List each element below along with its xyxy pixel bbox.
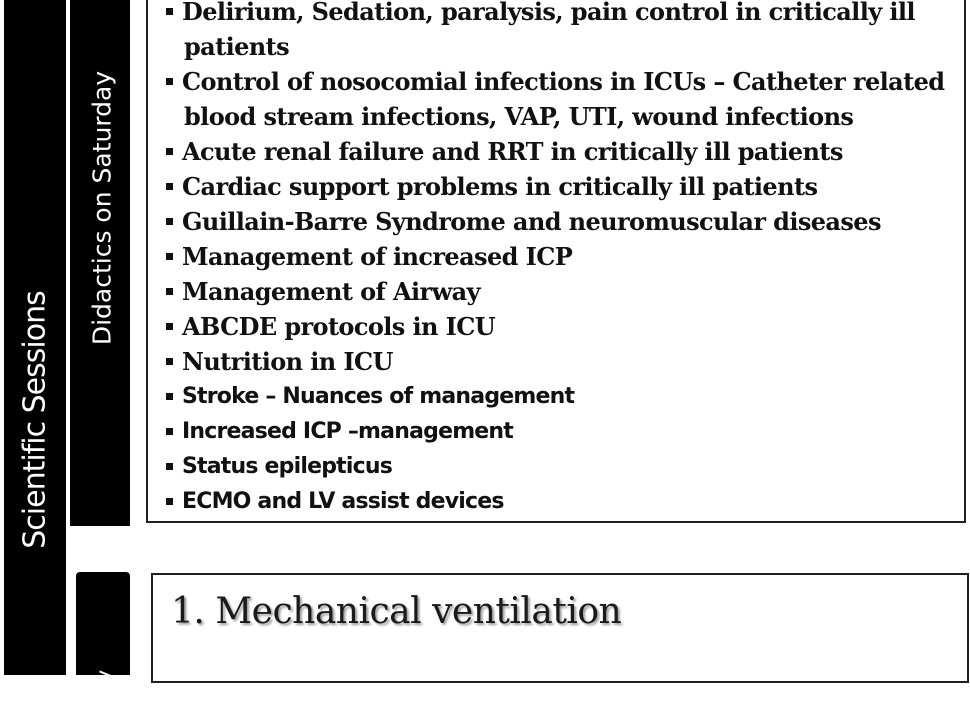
square-bullet-icon: [166, 498, 173, 505]
topic-text-continued: patients: [184, 32, 290, 61]
topic-number: 1.: [171, 591, 205, 632]
square-bullet-icon: [166, 358, 173, 365]
saturday-topics-box: [146, 0, 966, 523]
list-item: [164, 274, 956, 309]
square-bullet-icon: [166, 288, 173, 295]
topic-text: Management of increased ICP: [182, 242, 573, 271]
list-item: [164, 309, 956, 344]
next-day-tab-label: day: [92, 669, 118, 710]
list-item: [164, 344, 956, 379]
topic-text-continued: blood stream infections, VAP, UTI, wound infections: [184, 102, 854, 131]
topic-text: Control of nosocomial infections in ICUs – Catheter related: [182, 67, 945, 96]
topic-text: Acute renal failure and RRT in critically ill patients: [182, 137, 843, 166]
list-item: [164, 134, 956, 169]
square-bullet-icon: [166, 253, 173, 260]
square-bullet-icon: [166, 428, 173, 435]
topic-text: Stroke – Nuances of management: [182, 384, 575, 409]
topic-text: Cardiac support problems in critically ill patients: [182, 172, 818, 201]
topic-text: Guillain-Barre Syndrome and neuromuscular diseases: [182, 207, 881, 236]
topic-text: Management of Airway: [182, 277, 480, 306]
square-bullet-icon: [166, 148, 173, 155]
list-item: [164, 484, 956, 519]
topic-text: Nutrition in ICU: [182, 347, 393, 376]
list-item: [164, 414, 956, 449]
square-bullet-icon: [166, 323, 173, 330]
topic-text: Delirium, Sedation, paralysis, pain control in critically ill: [182, 0, 915, 26]
square-bullet-icon: [166, 8, 173, 15]
next-day-first-topic: [171, 591, 621, 632]
topic-title: Mechanical ventilation: [215, 591, 622, 632]
saturday-tab-label: Didactics on Saturday: [87, 70, 117, 346]
square-bullet-icon: [166, 218, 173, 225]
sidebar-title: Scientific Sessions: [17, 291, 53, 549]
list-item: [164, 379, 956, 414]
topic-text: Status epilepticus: [182, 454, 393, 479]
square-bullet-icon: [166, 78, 173, 85]
list-item: [164, 64, 956, 134]
list-item: [164, 449, 956, 484]
list-item: [164, 0, 956, 64]
topic-list: [164, 0, 956, 519]
list-item: [164, 204, 956, 239]
square-bullet-icon: [166, 393, 173, 400]
list-item: [164, 239, 956, 274]
square-bullet-icon: [166, 183, 173, 190]
square-bullet-icon: [166, 463, 173, 470]
next-day-tab-label-clip: [76, 572, 130, 710]
list-item: [164, 169, 956, 204]
topic-text: ECMO and LV assist devices: [182, 489, 504, 514]
topic-text: ABCDE protocols in ICU: [182, 312, 496, 341]
next-day-topics-box: [151, 573, 969, 683]
topic-text: Increased ICP –management: [182, 419, 514, 444]
